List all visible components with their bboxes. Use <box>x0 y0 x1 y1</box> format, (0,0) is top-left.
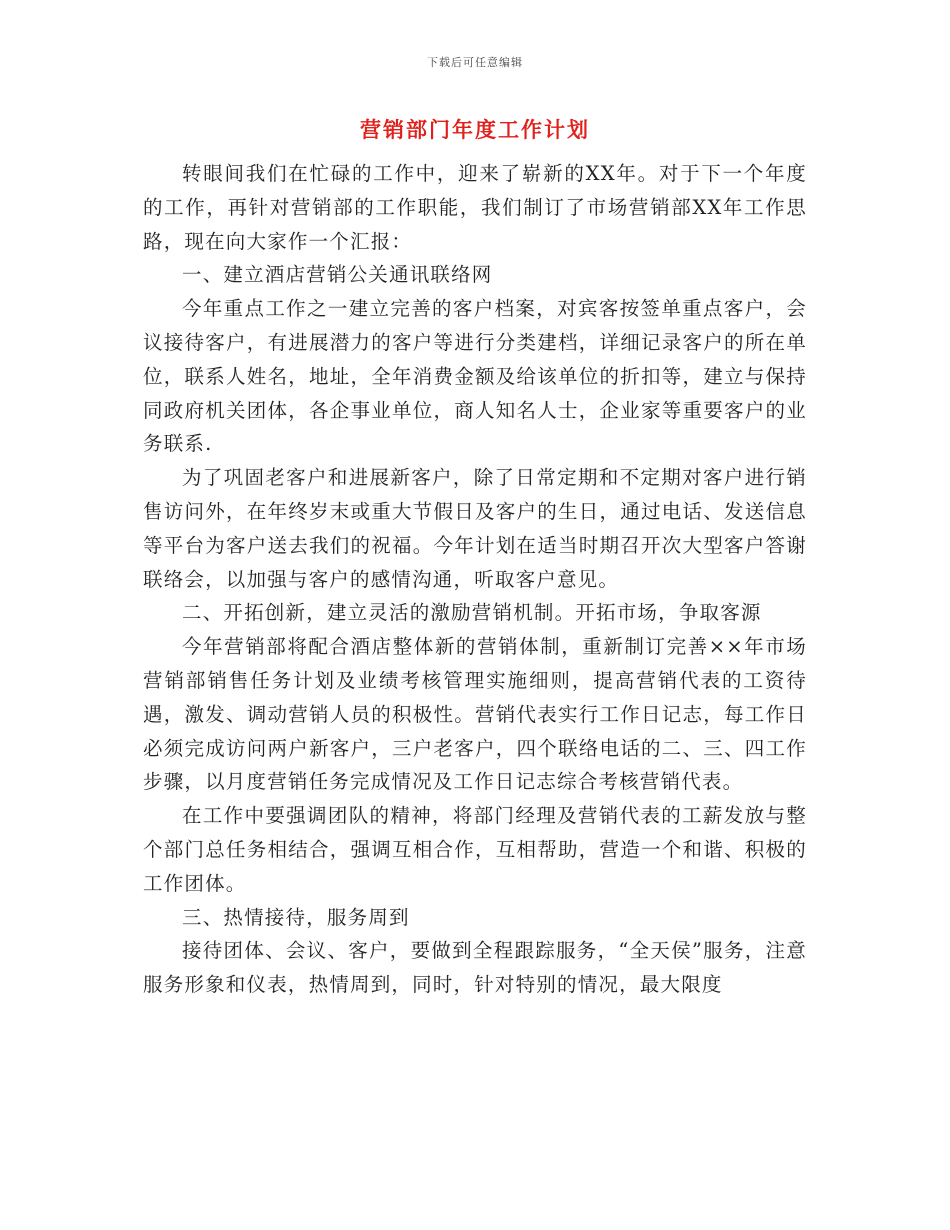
section-heading-3: 三、热情接待，服务周到 <box>182 905 410 929</box>
paragraph: 今年营销部将配合酒店整体新的营销体制，重新制订完善××年市场营销部销售任务计划及业绩考核管理实施细则，提高营销代表的工资待遇，激发、调动营销人员的积极性。营销代表实行工作日记志，每工作日必须完成访问两户新客户，三户老客户，四个联络电话的二、三、四工作步骤，以月度营销任务完成情况及工作日记志综合考核营销代表。 <box>143 635 807 794</box>
document-body <box>143 157 807 1002</box>
section-heading-1: 一、建立酒店营销公关通讯联络网 <box>182 263 493 287</box>
document-title: 营销部门年度工作计划 <box>360 117 590 142</box>
paragraph: 为了巩固老客户和进展新客户，除了日常定期和不定期对客户进行销售访问外，在年终岁末或重大节假日及客户的生日，通过电话、发送信息等平台为客户送去我们的祝福。今年计划在适当时期召开次大型客户答谢联络会，以加强与客户的感情沟通，听取客户意见。 <box>143 466 807 591</box>
paragraph: 在工作中要强调团队的精神，将部门经理及营销代表的工薪发放与整个部门总任务相结合，强调互相合作，互相帮助，营造一个和谐、积极的工作团体。 <box>143 804 807 895</box>
section-heading-2: 二、开拓创新，建立灵活的激励营销机制。开拓市场，争取客源 <box>182 601 762 625</box>
paragraph: 今年重点工作之一建立完善的客户档案，对宾客按签单重点客户，会议接待客户，有进展潜力的客户等进行分类建档，详细记录客户的所在单位，联系人姓名，地址，全年消费金额及给该单位的折扣等，建立与保持同政府机关团体，各企事业单位，商人知名人士，企业家等重要客户的业务联系. <box>143 297 807 456</box>
paragraph-intro: 转眼间我们在忙碌的工作中，迎来了崭新的XX年。对于下一个年度的工作，再针对营销部的工作职能，我们制订了市场营销部XX年工作思路，现在向大家作一个汇报： <box>143 162 807 253</box>
paragraph: 接待团体、会议、客户，要做到全程跟踪服务，“全天侯”服务，注意服务形象和仪表，热情周到，同时，针对特别的情况，最大限度 <box>143 939 807 997</box>
header-note: 下载后可任意编辑 <box>427 56 523 69</box>
